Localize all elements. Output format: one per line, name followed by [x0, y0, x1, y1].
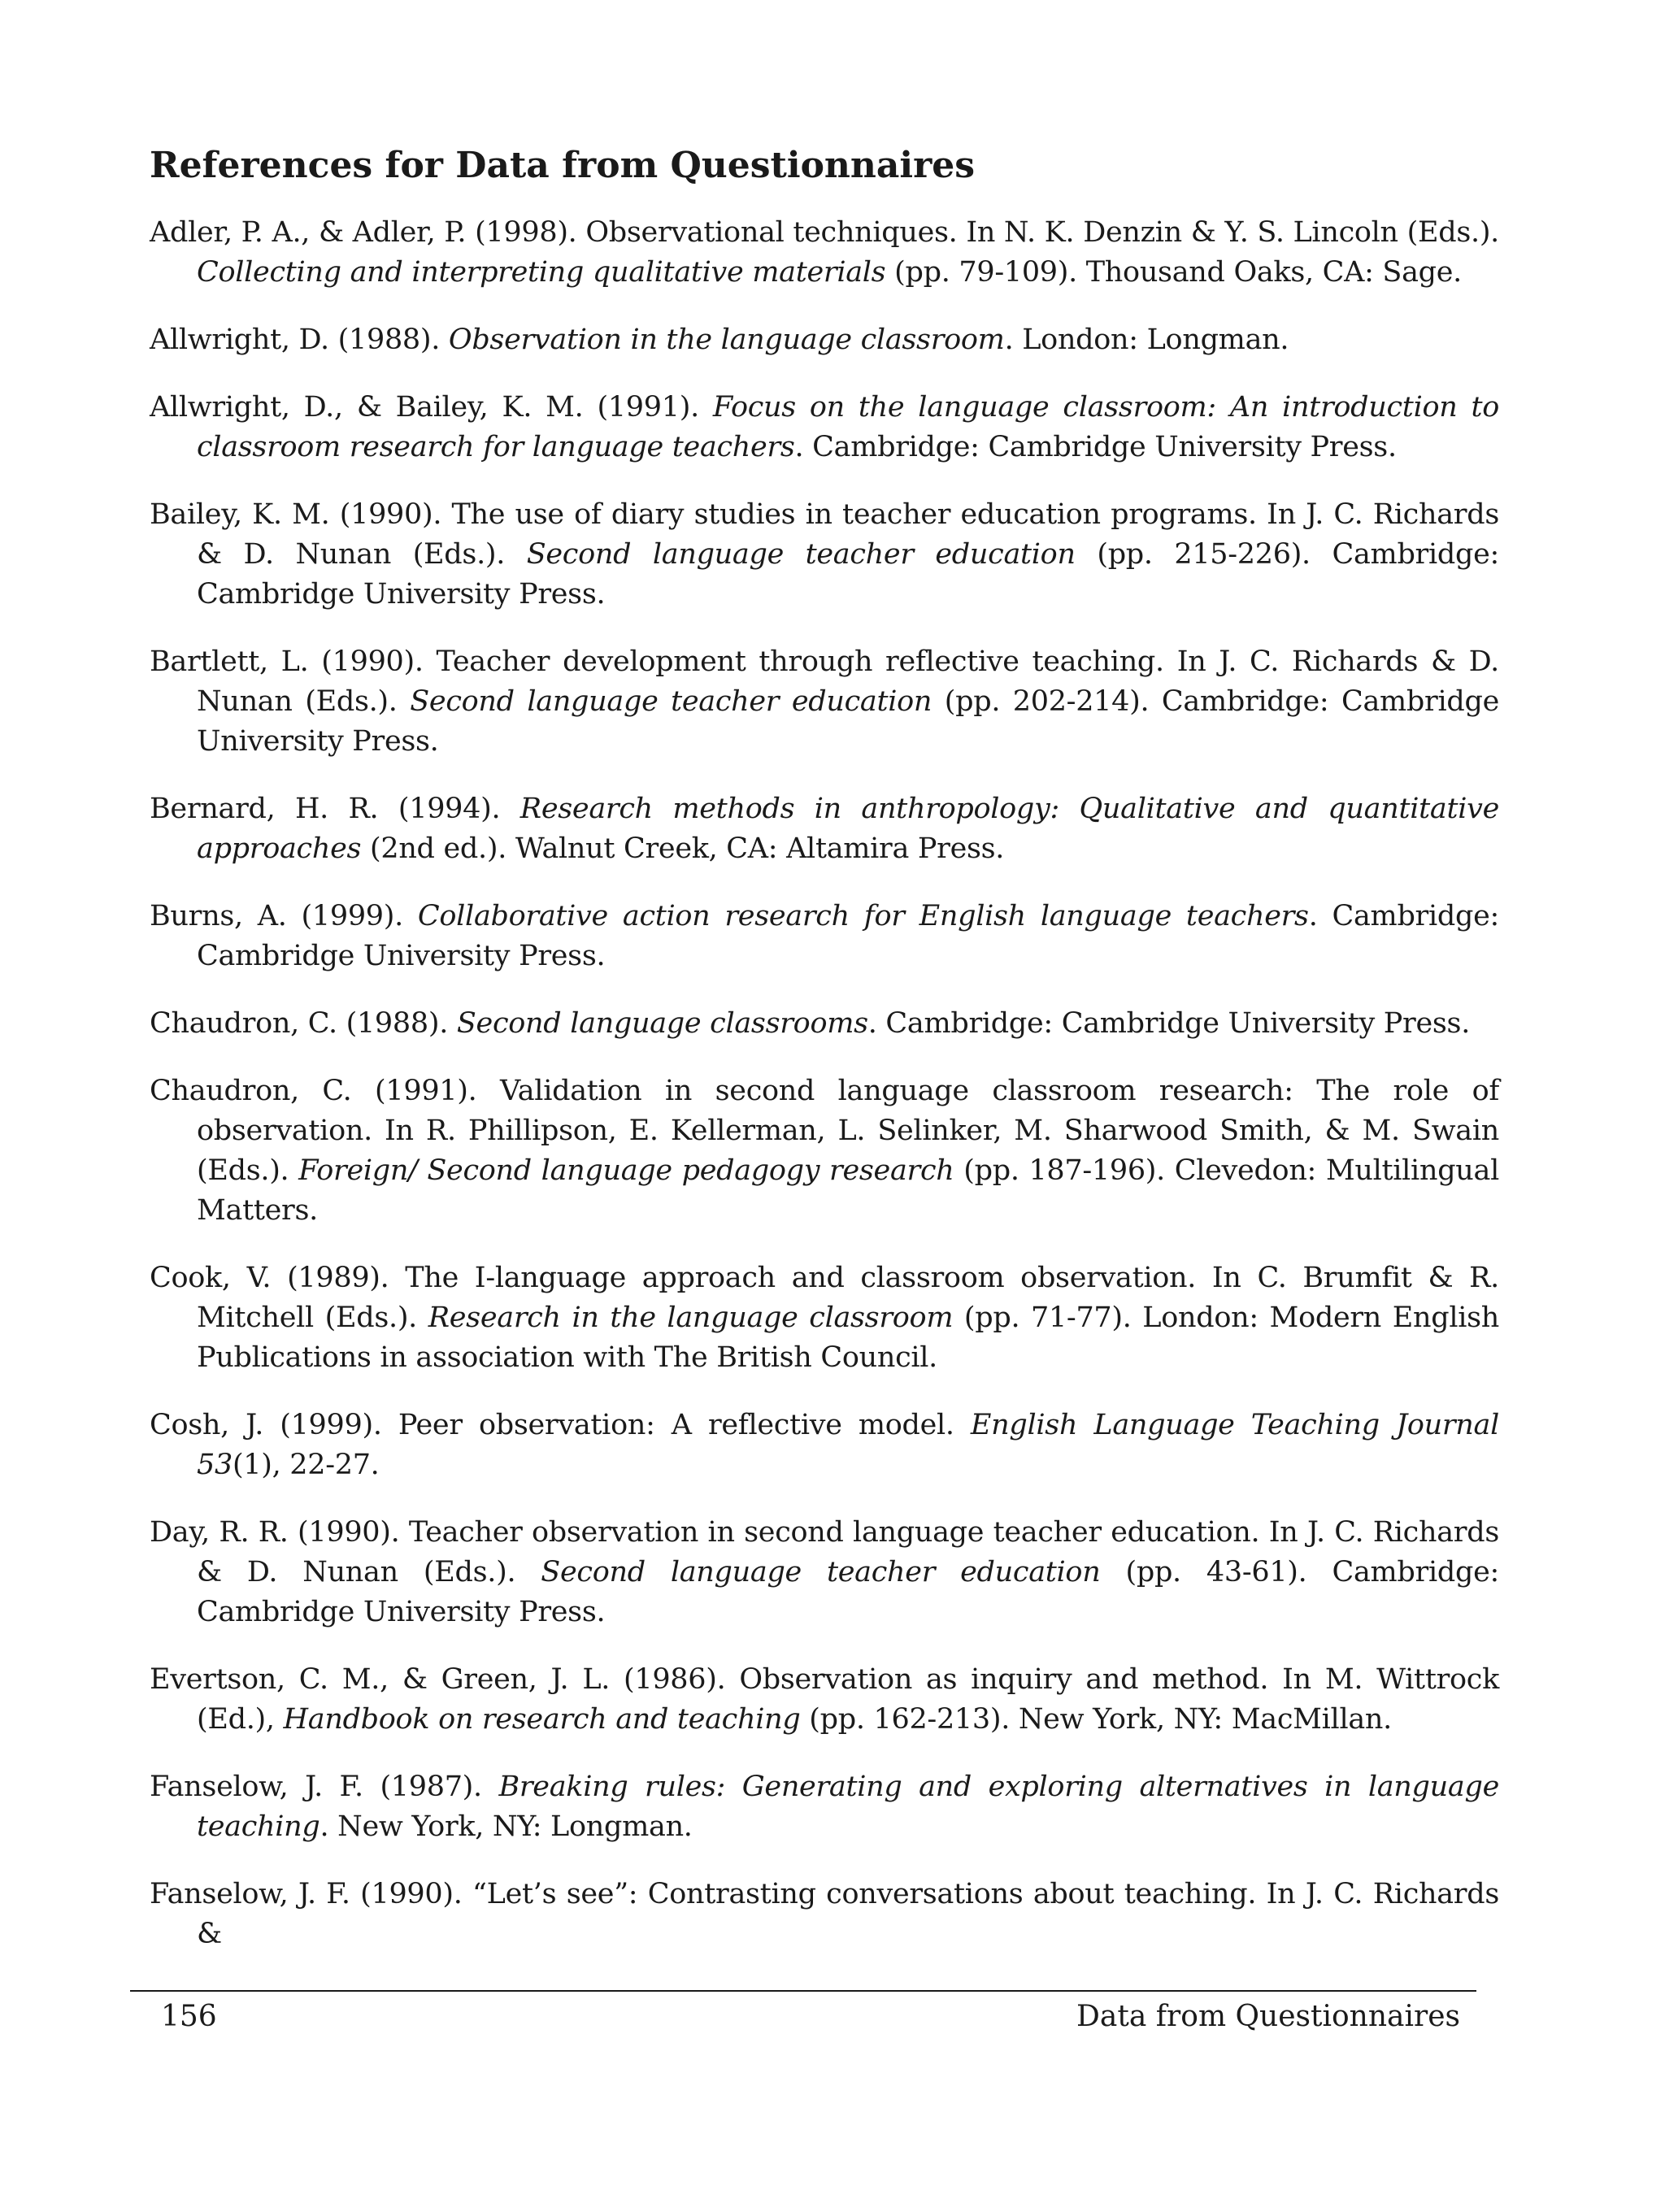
reference-entry: [150, 1004, 1499, 1044]
reference-text: (pp. 162-213). New York, NY: MacMillan.: [800, 1703, 1392, 1736]
reference-text: (pp. 71-77). London: Modern English Publications in association with The British Council.: [197, 1302, 1500, 1374]
reference-entry: [150, 789, 1499, 869]
reference-text: Fanselow, J. F. (1990). “Let’s see”: Contrasting conversations about teaching. In J. C. Richards &: [150, 1878, 1499, 1950]
reference-entry: [150, 1875, 1499, 1954]
reference-text: . London: Longman.: [1004, 324, 1289, 356]
reference-text: (1), 22-27.: [232, 1449, 380, 1481]
reference-text: (2nd ed.). Walnut Creek, CA: Altamira Press.: [361, 832, 1005, 865]
reference-title: Second language teacher education: [541, 1556, 1101, 1588]
reference-text: Chaudron, C. (1991). Validation in second language classroom research: The role of observation. In R. Phillipson, E. Kellerman, L. Selinker, M. Sharwood Smith, & M. Swain (Eds.).: [150, 1075, 1499, 1187]
reference-text: Bernard, H. R. (1994).: [150, 793, 520, 825]
reference-entry: [150, 1767, 1499, 1847]
reference-text: Evertson, C. M., & Green, J. L. (1986). Observation as inquiry and method. In M. Wittrock (Ed.),: [150, 1663, 1499, 1736]
reference-entry: [150, 495, 1499, 615]
reference-title: Collaborative action research for English language teachers: [417, 900, 1309, 932]
reference-text: Burns, A. (1999).: [150, 900, 418, 932]
reference-entry: [150, 320, 1499, 360]
reference-text: Bartlett, L. (1990). Teacher development through reflective teaching. In J. C. Richards & D. Nunan (Eds.).: [150, 645, 1499, 718]
footer-divider: [130, 1990, 1476, 1992]
reference-title: Breaking rules: Generating and exploring alternatives in language teaching: [197, 1771, 1499, 1843]
reference-text: (pp. 43-61). Cambridge: Cambridge University Press.: [197, 1556, 1499, 1628]
running-footer-title: Data from Questionnaires: [1076, 2000, 1460, 2033]
reference-text: . Cambridge: Cambridge University Press.: [867, 1007, 1471, 1040]
reference-text: Adler, P. A., & Adler, P. (1998). Observational techniques. In N. K. Denzin & Y. S. Lincoln (Eds.).: [150, 216, 1499, 249]
reference-entry: [150, 1258, 1499, 1378]
reference-text: Cosh, J. (1999). Peer observation: A reflective model.: [150, 1409, 971, 1441]
reference-title: Handbook on research and teaching: [283, 1703, 801, 1736]
reference-title: Research in the language classroom: [428, 1302, 954, 1334]
reference-entry: [150, 1660, 1499, 1740]
reference-text: Chaudron, C. (1988).: [150, 1007, 457, 1040]
reference-text: (pp. 187-196). Clevedon: Multilingual Matters.: [197, 1154, 1500, 1227]
reference-text: (pp. 202-214). Cambridge: Cambridge University Press.: [197, 685, 1499, 758]
page-title: References for Data from Questionnaires: [150, 145, 976, 186]
reference-entry: [150, 1071, 1499, 1231]
reference-title: English Language Teaching Journal 53: [197, 1409, 1499, 1481]
reference-entry: [150, 1406, 1499, 1485]
reference-list: [150, 213, 1499, 1954]
reference-text: . Cambridge: Cambridge University Press.: [794, 431, 1397, 463]
reference-entry: [150, 388, 1499, 467]
reference-title: Observation in the language classroom: [448, 324, 1005, 356]
reference-title: Second language classrooms: [456, 1007, 868, 1040]
reference-text: . New York, NY: Longman.: [320, 1810, 693, 1843]
reference-text: Allwright, D., & Bailey, K. M. (1991).: [150, 391, 713, 424]
reference-text: Bailey, K. M. (1990). The use of diary studies in teacher education programs. In J. C. Richards & D. Nunan (Eds.).: [150, 498, 1499, 571]
reference-entry: [150, 642, 1499, 762]
reference-title: Foreign/ Second language pedagogy research: [298, 1154, 954, 1187]
reference-title: Research methods in anthropology: Qualitative and quantitative approaches: [197, 793, 1499, 865]
reference-entry: [150, 897, 1499, 976]
reference-text: Cook, V. (1989). The I-language approach and classroom observation. In C. Brumfit & R. Mitchell (Eds.).: [150, 1262, 1499, 1334]
reference-text: Allwright, D. (1988).: [150, 324, 449, 356]
reference-title: Collecting and interpreting qualitative materials: [197, 256, 886, 289]
reference-title: Focus on the language classroom: An introduction to classroom research for language teachers: [197, 391, 1499, 463]
reference-text: Day, R. R. (1990). Teacher observation in second language teacher education. In J. C. Richards & D. Nunan (Eds.).: [150, 1516, 1499, 1588]
reference-entry: [150, 1513, 1499, 1632]
reference-text: Fanselow, J. F. (1987).: [150, 1771, 499, 1803]
reference-entry: [150, 213, 1499, 293]
reference-title: Second language teacher education: [526, 538, 1076, 571]
reference-text: (pp. 79-109). Thousand Oaks, CA: Sage.: [885, 256, 1462, 289]
reference-title: Second language teacher education: [410, 685, 932, 718]
page-number: 156: [161, 2000, 217, 2033]
reference-text: (pp. 215-226). Cambridge: Cambridge University Press.: [197, 538, 1499, 611]
reference-text: . Cambridge: Cambridge University Press.: [197, 900, 1499, 972]
